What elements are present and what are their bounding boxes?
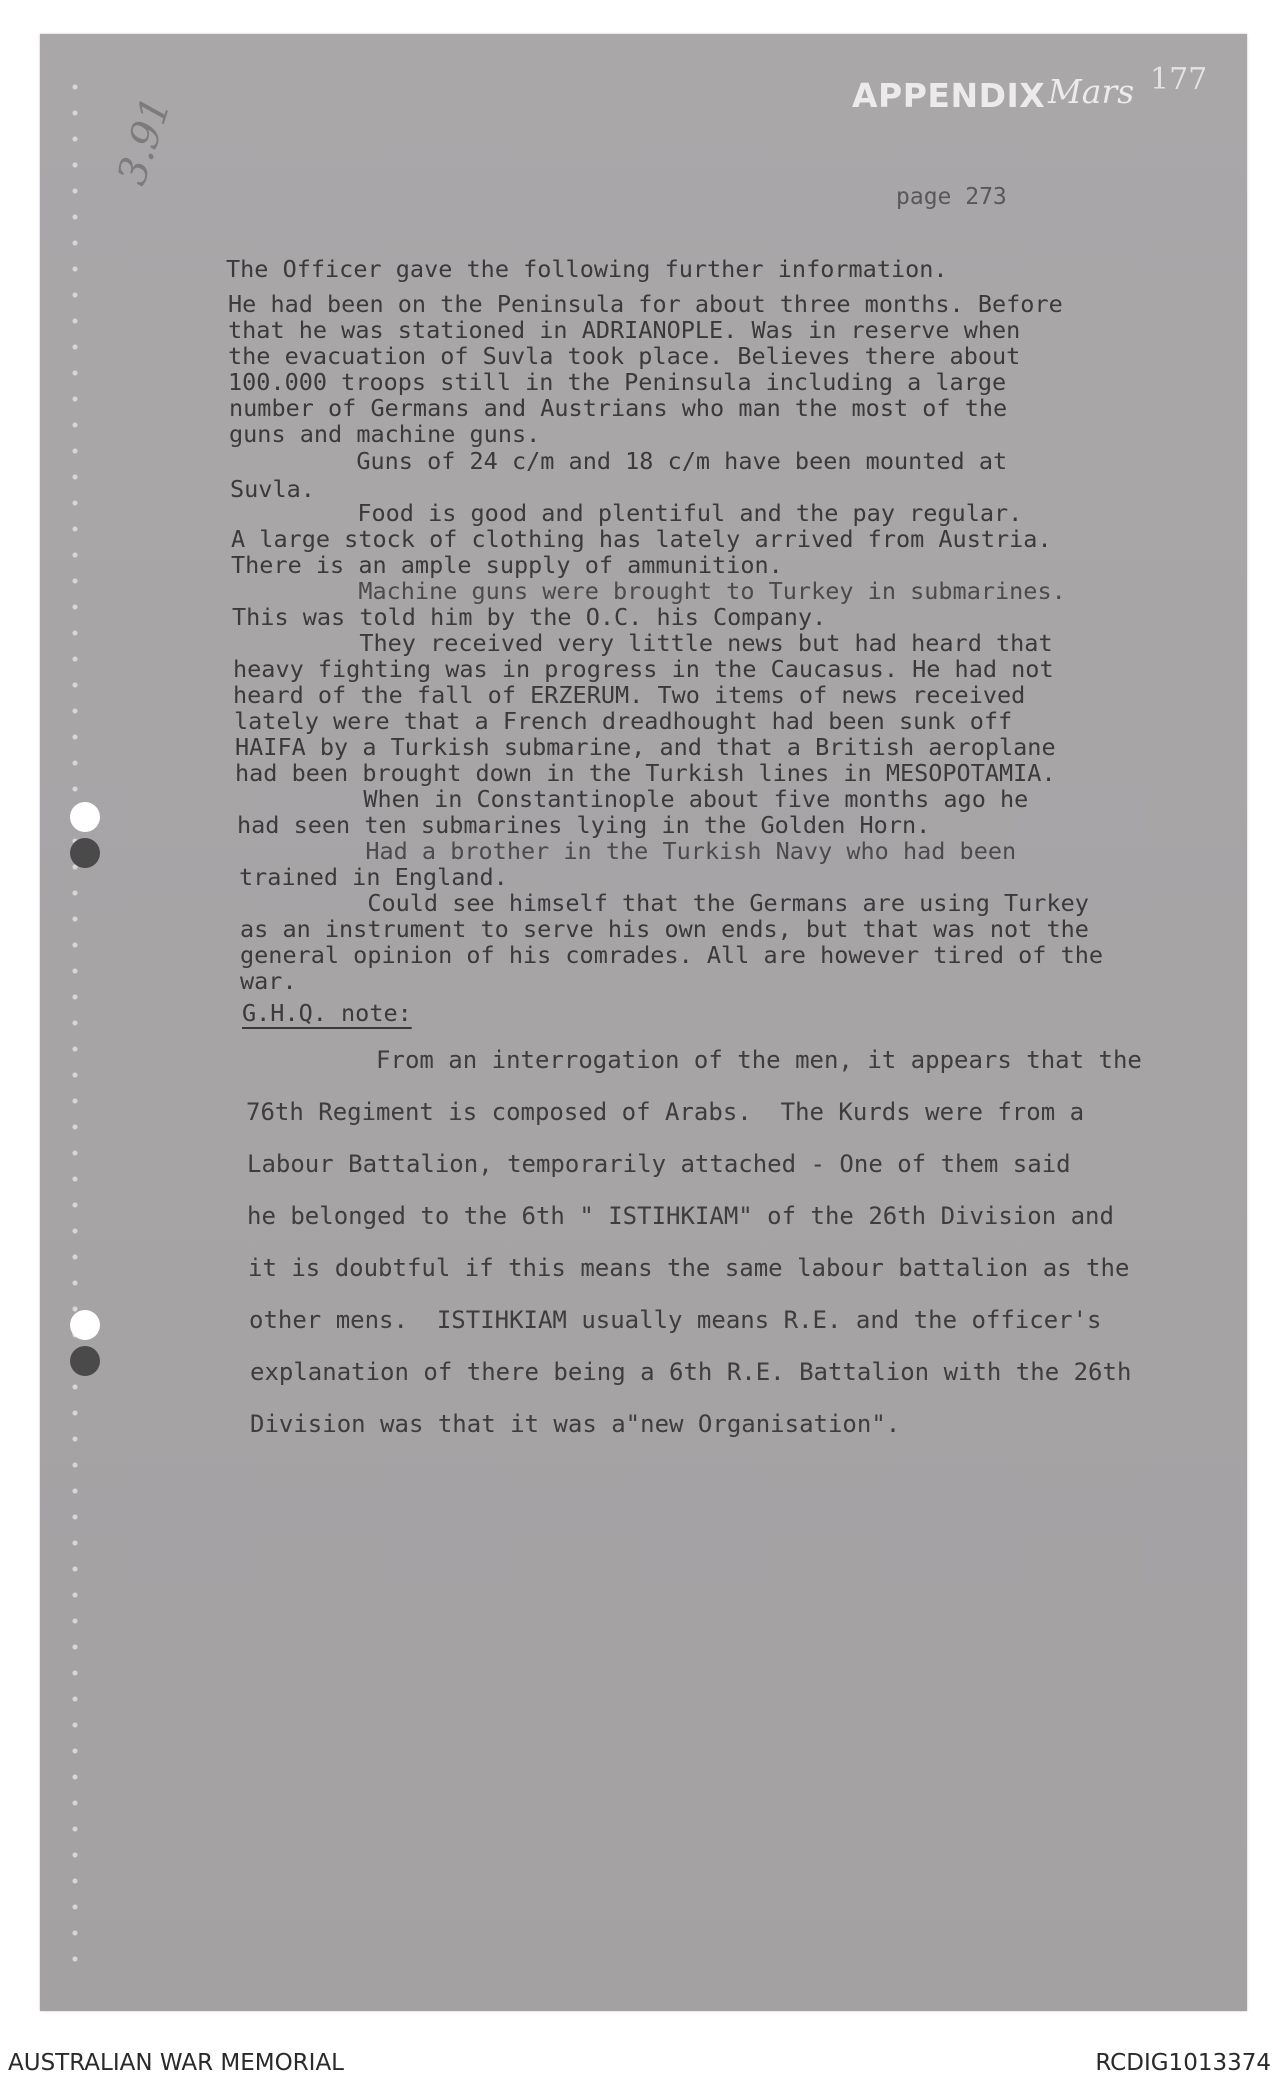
- note-line: other mens. ISTIHKIAM usually means R.E. and the officer's: [249, 1306, 1102, 1334]
- body-line: There is an ample supply of ammunition.: [231, 551, 783, 579]
- body-line: had seen ten submarines lying in the Golden Horn.: [237, 811, 931, 839]
- body-line: HAIFA by a Turkish submarine, and that a British aeroplane: [235, 733, 1056, 761]
- body-line: Could see himself that the Germans are using Turkey: [240, 889, 1089, 917]
- note-line: 76th Regiment is composed of Arabs. The Kurds were from a: [246, 1098, 1085, 1126]
- body-line: the evacuation of Suvla took place. Believes there about: [228, 342, 1021, 370]
- punch-hole-top-shadow: [70, 838, 100, 868]
- page-number: page 273: [896, 184, 1007, 210]
- footer-institution: AUSTRALIAN WAR MEMORIAL: [8, 2050, 344, 2076]
- perforated-edge: [70, 74, 80, 1974]
- note-line: Labour Battalion, temporarily attached - One of them said: [247, 1150, 1071, 1178]
- body-line: had been brought down in the Turkish lines in MESOPOTAMIA.: [235, 759, 1056, 787]
- body-line: that he was stationed in ADRIANOPLE. Was in reserve when: [228, 316, 1021, 344]
- body-line: 100.000 troops still in the Peninsula including a large: [228, 368, 1007, 396]
- footer-record-id: RCDIG1013374: [1095, 2050, 1271, 2076]
- appendix-handwritten: Mars: [1048, 72, 1135, 111]
- body-line: trained in England.: [239, 863, 508, 891]
- punch-hole-bottom-shadow: [70, 1346, 100, 1376]
- pencil-annotation: 3.91: [108, 91, 181, 191]
- ghq-note-heading: G.H.Q. note:: [242, 999, 412, 1027]
- note-line: explanation of there being a 6th R.E. Battalion with the 26th: [250, 1358, 1132, 1386]
- body-line: guns and machine guns.: [229, 420, 541, 448]
- body-line: war.: [240, 967, 297, 995]
- body-line: heavy fighting was in progress in the Caucasus. He had not: [233, 655, 1054, 683]
- body-line: A large stock of clothing has lately arrived from Austria.: [231, 525, 1052, 553]
- body-line: This was told him by the O.C. his Company.: [232, 603, 827, 631]
- body-line: Guns of 24 c/m and 18 c/m have been mounted at: [229, 447, 1008, 475]
- body-line: Had a brother in the Turkish Navy who had been: [238, 837, 1017, 865]
- body-line: He had been on the Peninsula for about three months. Before: [228, 290, 1063, 318]
- body-line: general opinion of his comrades. All are however tired of the: [240, 941, 1104, 969]
- body-line: They received very little news but had heard that: [232, 629, 1053, 657]
- body-line: The Officer gave the following further information.: [226, 255, 948, 283]
- note-line: Division was that it was a"new Organisation".: [250, 1410, 901, 1438]
- punch-hole-top: [70, 802, 100, 832]
- body-line: number of Germans and Austrians who man the most of the: [229, 394, 1008, 422]
- note-line: From an interrogation of the men, it appears that the: [246, 1046, 1142, 1074]
- body-line: heard of the fall of ERZERUM. Two items of news received: [233, 681, 1026, 709]
- folio-number: 177: [1150, 62, 1208, 97]
- note-line: he belonged to the 6th " ISTIHKIAM" of the 26th Division and: [247, 1202, 1114, 1230]
- body-line: When in Constantinople about five months ago he: [236, 785, 1029, 813]
- body-line: Machine guns were brought to Turkey in submarines.: [231, 577, 1066, 605]
- body-line: as an instrument to serve his own ends, but that was not the: [240, 915, 1089, 943]
- appendix-stamp: APPENDIX: [852, 76, 1046, 115]
- body-line: Suvla.: [230, 475, 315, 503]
- note-line: it is doubtful if this means the same labour battalion as the: [248, 1254, 1130, 1282]
- body-line: lately were that a French dreadhought had been sunk off: [234, 707, 1013, 735]
- punch-hole-bottom: [70, 1310, 100, 1340]
- body-line: Food is good and plentiful and the pay regular.: [230, 499, 1023, 527]
